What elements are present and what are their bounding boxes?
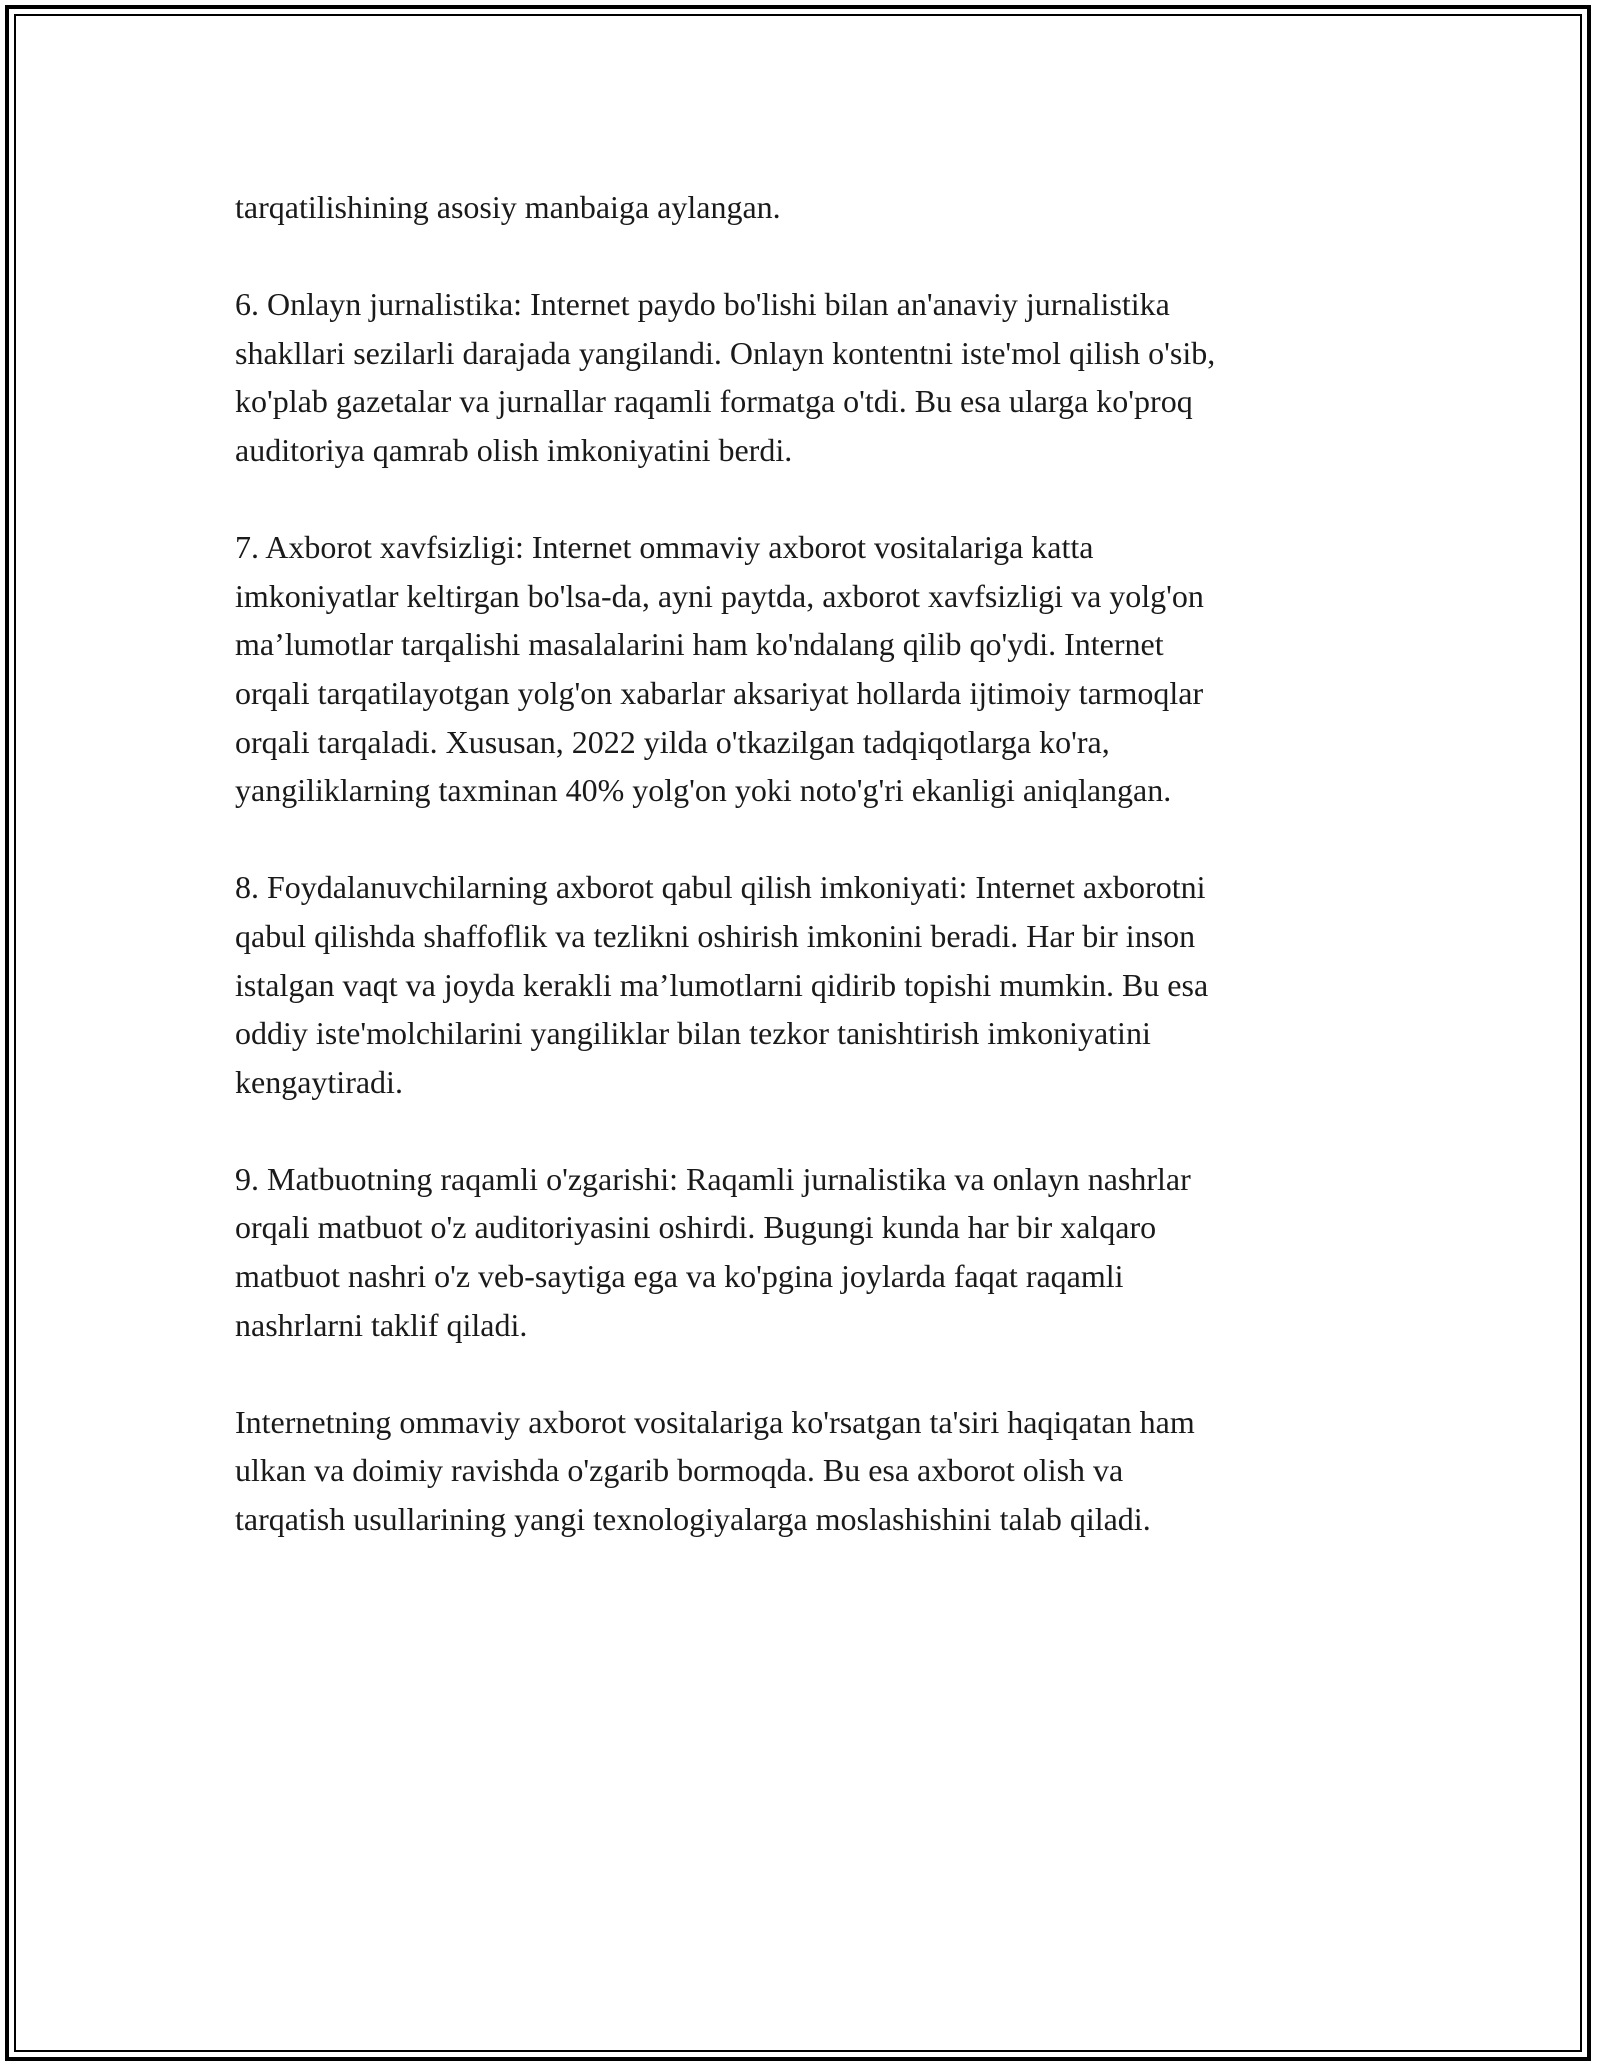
paragraph-conclusion: Internetning ommaviy axborot vositalariga ko'rsatgan ta'siri haqiqatan ham ulkan va doimiy ravishda o'zgarib bormoqda. Bu esa axborot olish va tarqatish usullarining yangi texnologiyalarga moslashishini talab qiladi.	[235, 1403, 1195, 1538]
paragraph-press-digital-change: 9. Matbuotning raqamli o'zgarishi: Raqamli jurnalistika va onlayn nashrlar orqali matbuot o'z auditoriyasini oshirdi. Bugungi kunda har bir xalqaro matbuot nashri o'z veb-saytiga ega va ko'pgina joylarda faqat raqamli nashrlarni taklif qiladi.	[235, 1160, 1191, 1343]
paragraph-information-security: 7. Axborot xavfsizligi: Internet ommaviy axborot vositalariga katta imkoniyatlar keltirgan bo'lsa-da, ayni paytda, axborot xavfsizligi va yolg'on ma’lumotlar tarqalishi masalalarini ham ko'ndalang qilib qo'ydi. Internet orqali tarqatilayotgan yolg'on xabarlar aksariyat hollarda ijtimoiy tarmoqlar orqali tarqaladi. Xususan, 2022 yilda o'tkazilgan tadqiqotlarga ko'ra, yangiliklarning taxminan 40% yolg'on yoki noto'g'ri ekanligi aniqlangan.	[235, 529, 1204, 809]
paragraph-continuation: tarqatilishining asosiy manbaiga aylangan.	[235, 189, 781, 225]
document-body	[235, 183, 1375, 1592]
paragraph-user-access: 8. Foydalanuvchilarning axborot qabul qilish imkoniyati: Internet axborotni qabul qilishda shaffoflik va tezlikni oshirish imkonini beradi. Har bir inson istalgan vaqt va joyda kerakli ma’lumotlarni qidirib topishi mumkin. Bu esa oddiy iste'molchilarini yangiliklar bilan tezkor tanishtirish imkoniyatini kengaytiradi.	[235, 869, 1209, 1100]
paragraph-online-journalism: 6. Onlayn jurnalistika: Internet paydo bo'lishi bilan an'anaviy jurnalistika shakllari sezilarli darajada yangilandi. Onlayn kontentni iste'mol qilish o'sib, ko'plab gazetalar va jurnallar raqamli formatga o'tdi. Bu esa ularga ko'proq auditoriya qamrab olish imkoniyatini berdi.	[235, 286, 1216, 468]
